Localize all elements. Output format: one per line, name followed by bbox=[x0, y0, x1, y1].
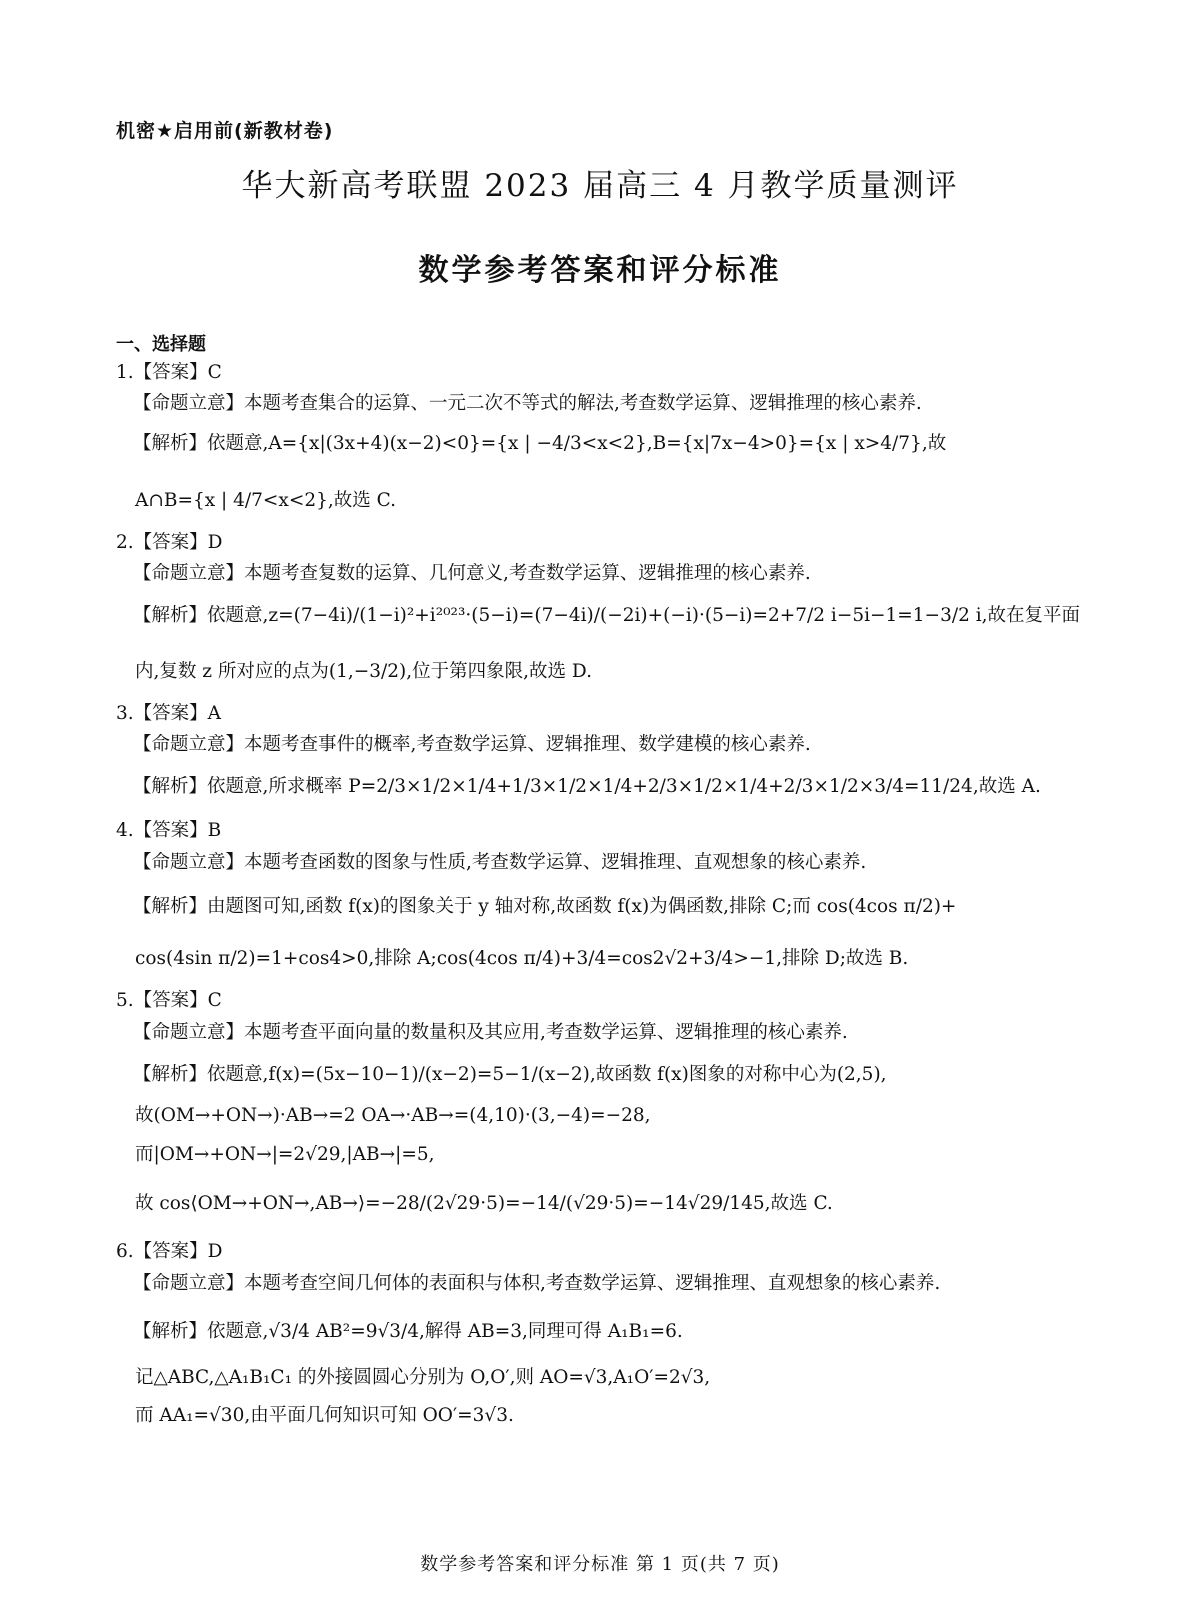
q5-intent: 【命题立意】本题考查平面向量的数量积及其应用,考查数学运算、逻辑推理的核心素养. bbox=[133, 1022, 848, 1043]
q5-analysis: 【解析】依题意,f(x)=(5x−10−1)/(x−2)=5−1/(x−2),故函数 f(x)图象的对称中心为(2,5), bbox=[133, 1064, 887, 1085]
section-heading: 一、选择题 bbox=[116, 334, 206, 355]
q5-analysis-line4: 故 cos⟨OM→+ON→,AB→⟩=−28/(2√29·5)=−14/(√29·5)=−14√29/145,故选 C. bbox=[135, 1193, 833, 1214]
q2-intent: 【命题立意】本题考查复数的运算、几何意义,考查数学运算、逻辑推理的核心素养. bbox=[133, 563, 811, 584]
q5-analysis-line3: 而|OM→+ON→|=2√29,|AB→|=5, bbox=[135, 1144, 435, 1165]
q1-answer: 1.【答案】C bbox=[116, 362, 222, 383]
q1-analysis: 【解析】依题意,A={x|(3x+4)(x−2)<0}={x | −4/3<x<2},B={x|7x−4>0}={x | x>4/7},故 bbox=[133, 433, 947, 454]
page-title: 华大新高考联盟 2023 届高三 4 月教学质量测评 bbox=[241, 168, 959, 204]
q6-answer: 6.【答案】D bbox=[116, 1241, 223, 1262]
q1-analysis-cont: A∩B={x | 4/7<x<2},故选 C. bbox=[135, 490, 397, 511]
q2-analysis: 【解析】依题意,z=(7−4i)/(1−i)²+i²⁰²³·(5−i)=(7−4i)/(−2i)+(−i)·(5−i)=2+7/2 i−5i−1=1−3/2 i,故在复平面 bbox=[133, 605, 1081, 626]
q4-analysis: 【解析】由题图可知,函数 f(x)的图象关于 y 轴对称,故函数 f(x)为偶函数,排除 C;而 cos(4cos π/2)+ bbox=[133, 896, 957, 917]
q3-answer: 3.【答案】A bbox=[116, 703, 222, 724]
q4-answer: 4.【答案】B bbox=[116, 820, 222, 841]
q3-analysis: 【解析】依题意,所求概率 P=2/3×1/2×1/4+1/3×1/2×1/4+2/3×1/2×1/4+2/3×1/2×3/4=11/24,故选 A. bbox=[133, 776, 1041, 797]
q6-analysis: 【解析】依题意,√3/4 AB²=9√3/4,解得 AB=3,同理可得 A₁B₁=6. bbox=[133, 1321, 683, 1342]
page-footer: 数学参考答案和评分标准 第 1 页(共 7 页) bbox=[420, 1554, 780, 1575]
q6-intent: 【命题立意】本题考查空间几何体的表面积与体积,考查数学运算、逻辑推理、直观想象的核心素养. bbox=[133, 1273, 941, 1294]
q5-analysis-line2: 故(OM→+ON→)·AB→=2 OA→·AB→=(4,10)·(3,−4)=−28, bbox=[135, 1105, 651, 1126]
q5-answer: 5.【答案】C bbox=[116, 990, 222, 1011]
page-subtitle: 数学参考答案和评分标准 bbox=[418, 253, 782, 288]
q4-intent: 【命题立意】本题考查函数的图象与性质,考查数学运算、逻辑推理、直观想象的核心素养. bbox=[133, 852, 867, 873]
q3-intent: 【命题立意】本题考查事件的概率,考查数学运算、逻辑推理、数学建模的核心素养. bbox=[133, 734, 811, 755]
q6-analysis-line3: 而 AA₁=√30,由平面几何知识可知 OO′=3√3. bbox=[135, 1405, 514, 1426]
q6-analysis-line2: 记△ABC,△A₁B₁C₁ 的外接圆圆心分别为 O,O′,则 AO=√3,A₁O′=2√3, bbox=[135, 1367, 711, 1388]
confidential-label: 机密★启用前(新教材卷) bbox=[116, 120, 334, 142]
q2-analysis-cont: 内,复数 z 所对应的点为(1,−3/2),位于第四象限,故选 D. bbox=[135, 661, 592, 682]
q2-answer: 2.【答案】D bbox=[116, 532, 223, 553]
q1-intent: 【命题立意】本题考查集合的运算、一元二次不等式的解法,考查数学运算、逻辑推理的核心素养. bbox=[133, 393, 922, 414]
q4-analysis-cont: cos(4sin π/2)=1+cos4>0,排除 A;cos(4cos π/4)+3/4=cos2√2+3/4>−1,排除 D;故选 B. bbox=[135, 948, 909, 969]
